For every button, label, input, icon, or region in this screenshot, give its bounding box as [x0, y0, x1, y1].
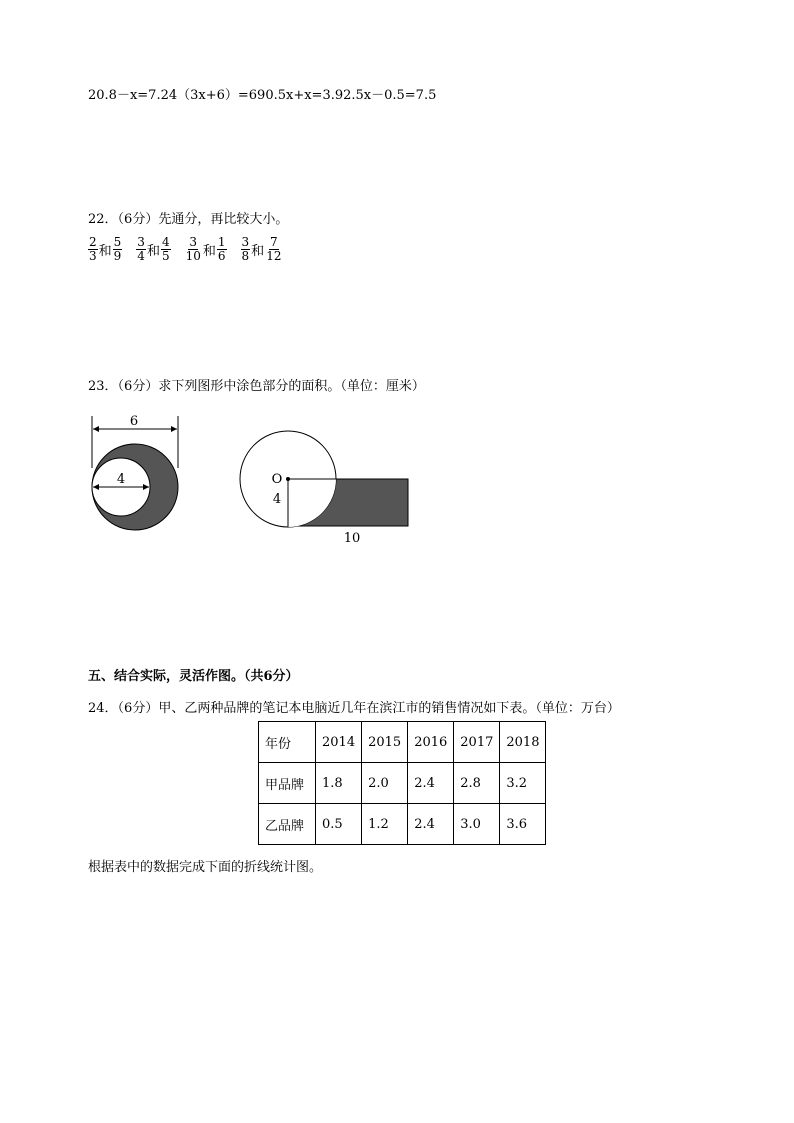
fraction-pair: [185, 236, 227, 263]
fraction-pair: [136, 236, 170, 263]
fraction-pair: [88, 236, 122, 263]
fraction: $\frac{2}{3}$: [89, 235, 97, 263]
q24-instruction: 根据表中的数据完成下面的折线统计图。: [88, 860, 323, 875]
connector-text: 和: [202, 244, 216, 259]
connector-text: 和: [98, 244, 112, 259]
table-cell: 1.2: [362, 804, 408, 845]
outer-diameter-label: 6: [129, 414, 139, 429]
table-cell: 2015: [362, 722, 408, 763]
fraction: $\frac{3}{4}$: [137, 235, 145, 263]
table-header-row: [259, 722, 546, 763]
table-cell: 甲品牌: [259, 763, 316, 804]
q22-fraction-pairs: [88, 236, 296, 263]
section-5-title: 五、结合实际，灵活作图。（共6分）: [88, 669, 299, 684]
center-point: [286, 477, 290, 481]
connector-text: 和: [251, 244, 265, 259]
fraction: $\frac{5}{9}$: [113, 235, 122, 263]
table-cell: 乙品牌: [259, 804, 316, 845]
figure-crescent: [84, 408, 194, 538]
figure-circle-rectangle: [236, 426, 426, 566]
table-cell: 2016: [408, 722, 454, 763]
table-row: [259, 763, 546, 804]
radius-label: 4: [272, 492, 282, 507]
center-label: O: [271, 472, 283, 487]
table-cell: 3.0: [454, 804, 500, 845]
sales-table: [258, 721, 546, 845]
arrowhead-icon: [93, 426, 99, 432]
q23-title: 23．（6分）求下列图形中涂色部分的面积。（单位：厘米）: [88, 379, 425, 394]
table-cell: 2.4: [408, 763, 454, 804]
table-cell: 0.5: [316, 804, 362, 845]
table-cell: 2.8: [454, 763, 500, 804]
table-cell: 2018: [500, 722, 546, 763]
q22-title: 22．（6分）先通分，再比较大小。: [88, 212, 289, 227]
table-cell: 1.8: [316, 763, 362, 804]
table-cell: 2017: [454, 722, 500, 763]
connector-text: 和: [146, 244, 160, 259]
fraction: $\frac{7}{12}$: [266, 235, 282, 263]
inner-diameter-label: 4: [116, 472, 126, 487]
table-cell: 3.6: [500, 804, 546, 845]
table-row: [259, 804, 546, 845]
fraction: $\frac{4}{5}$: [161, 235, 170, 263]
arrowhead-icon: [171, 426, 177, 432]
table-cell: 3.2: [500, 763, 546, 804]
fraction-pair: [241, 236, 283, 263]
fraction: $\frac{1}{6}$: [217, 235, 226, 263]
table-cell: 2.0: [362, 763, 408, 804]
fraction: $\frac{3}{8}$: [241, 235, 250, 263]
table-cell: 2.4: [408, 804, 454, 845]
table-cell: 年份: [259, 722, 316, 763]
length-label: 10: [343, 531, 361, 546]
equations-line: 20.8－x=7.24（3x+6）=690.5x+x=3.92.5x－0.5=7.5: [88, 88, 437, 103]
fraction: $\frac{3}{10}$: [185, 235, 201, 263]
table-cell: 2014: [316, 722, 362, 763]
q24-title: 24．（6分）甲、乙两种品牌的笔记本电脑近几年在滨江市的销售情况如下表。（单位：万台）: [88, 701, 620, 716]
